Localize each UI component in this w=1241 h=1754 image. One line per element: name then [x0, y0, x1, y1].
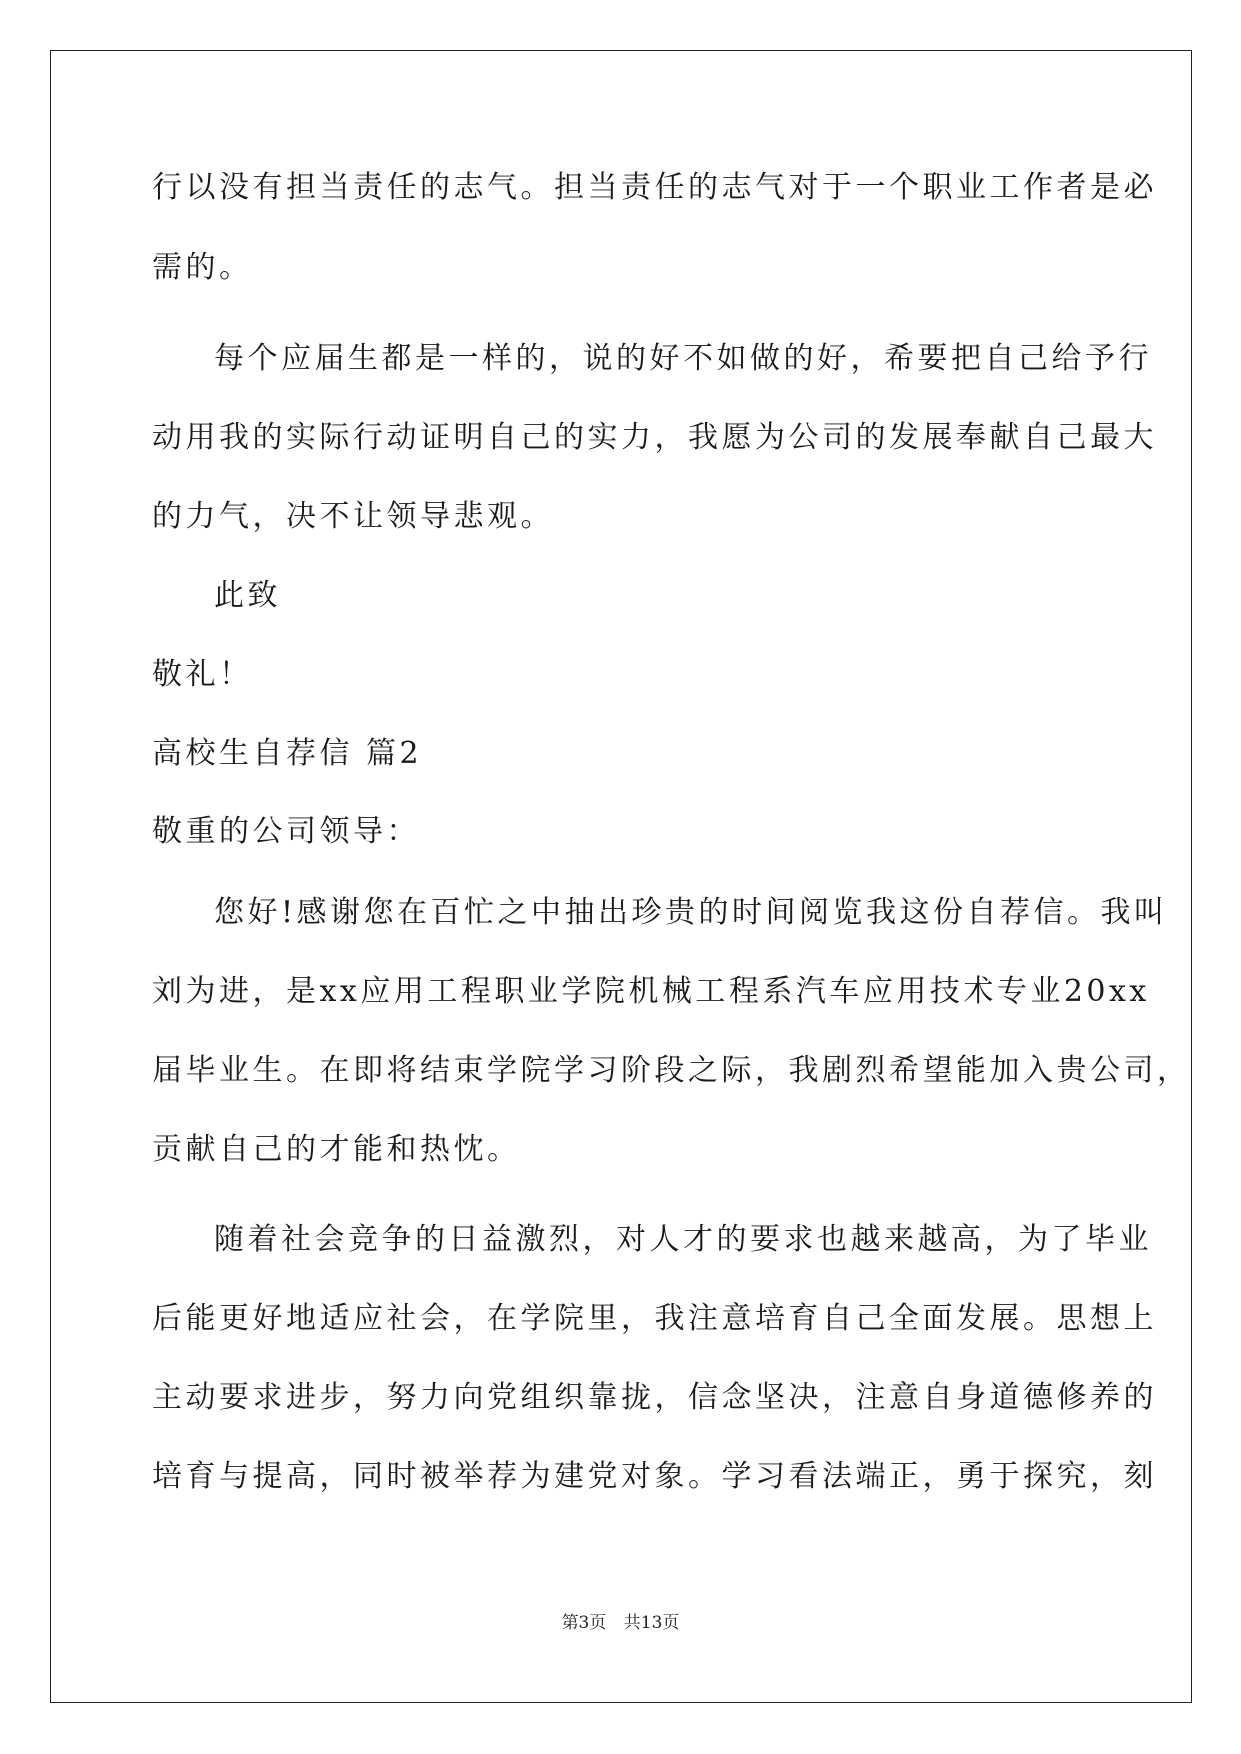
- page-border: [50, 50, 1192, 1703]
- text-line: 主动要求进步，努力向党组织靠拢，信念坚决，注意自身道德修养的: [152, 1380, 1157, 1415]
- greeting: 敬重的公司领导：: [152, 814, 420, 849]
- text-line: 需的。: [152, 250, 253, 285]
- text-line: 贡献自己的才能和热忱。: [152, 1132, 521, 1167]
- page-footer: [0, 1608, 1241, 1633]
- section-title: 高校生自荐信 篇2: [152, 736, 423, 771]
- text-line: 刘为进，是xx应用工程职业学院机械工程系汽车应用技术专业20xx: [152, 974, 1150, 1009]
- text-line: 届毕业生。在即将结束学院学习阶段之际，我剧烈希望能加入贵公司，: [152, 1053, 1191, 1088]
- page-total: 共13页: [623, 1613, 680, 1633]
- text-line: 的力气，决不让领导悲观。: [152, 499, 554, 534]
- page-number: 第3页: [561, 1613, 607, 1633]
- text-line: 行以没有担当责任的志气。担当责任的志气对于一个职业工作者是必: [152, 170, 1157, 205]
- text-line: 动用我的实际行动证明自己的实力，我愿为公司的发展奉献自己最大: [152, 420, 1157, 455]
- closing-salutation: 此致: [214, 578, 281, 613]
- paragraph-start: 每个应届生都是一样的，说的好不如做的好，希要把自己给予行: [214, 341, 1152, 376]
- closing-regards: 敬礼！: [152, 657, 253, 692]
- paragraph-start: 您好!感谢您在百忙之中抽出珍贵的时间阅览我这份自荐信。我叫: [214, 895, 1168, 930]
- text-line: 培育与提高，同时被举荐为建党对象。学习看法端正，勇于探究，刻: [152, 1459, 1157, 1494]
- paragraph-start: 随着社会竞争的日益激烈，对人才的要求也越来越高，为了毕业: [214, 1222, 1152, 1257]
- text-line: 后能更好地适应社会，在学院里，我注意培育自己全面发展。思想上: [152, 1301, 1157, 1336]
